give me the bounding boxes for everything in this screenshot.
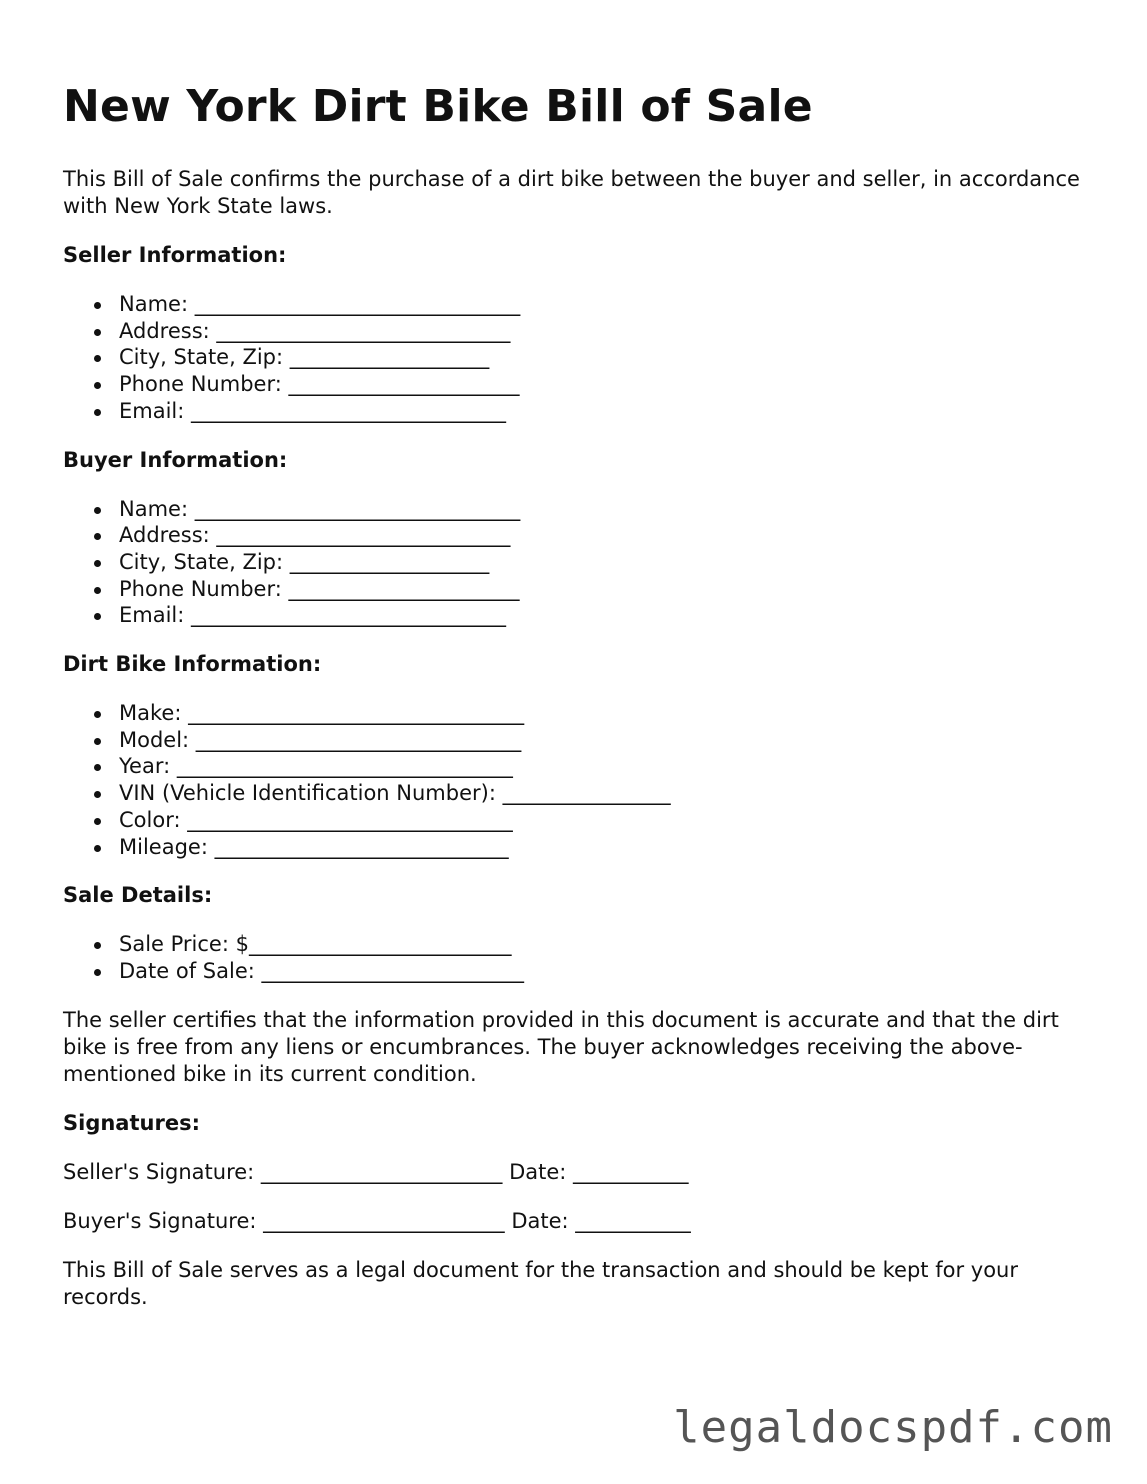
document-page	[63, 78, 1093, 1333]
bike-heading: Dirt Bike Information:	[63, 652, 322, 677]
sale-price-field: Sale Price: $_________________________	[119, 931, 1093, 958]
buyer-list	[63, 496, 1093, 630]
bike-mileage-field: Mileage: ____________________________	[119, 834, 1093, 861]
sale-heading: Sale Details:	[63, 883, 213, 908]
bike-year-field: Year: ________________________________	[119, 753, 1093, 780]
sale-list	[63, 931, 1093, 984]
closing-paragraph: This Bill of Sale serves as a legal document for the transaction and should be kept for your records.	[63, 1257, 1018, 1309]
bike-vin-field: VIN (Vehicle Identification Number): ________________	[119, 780, 1093, 807]
buyer-phone-field: Phone Number: ______________________	[119, 576, 1093, 603]
buyer-email-field: Email: ______________________________	[119, 602, 1093, 629]
seller-city-field: City, State, Zip: ___________________	[119, 344, 1093, 371]
seller-heading: Seller Information:	[63, 243, 287, 267]
bike-make-field: Make: ________________________________	[119, 700, 1093, 727]
sale-date-field: Date of Sale: _________________________	[119, 958, 1093, 985]
seller-name-field: Name: _______________________________	[119, 291, 1093, 318]
buyer-signature-line: Buyer's Signature: _______________________ Date: ___________	[63, 1208, 691, 1233]
page-title: New York Dirt Bike Bill of Sale	[63, 81, 813, 132]
watermark: legaldocspdf.com	[673, 1402, 1113, 1453]
intro-paragraph: This Bill of Sale confirms the purchase of a dirt bike between the buyer and seller, in accordance with New York State laws.	[63, 167, 1080, 218]
seller-phone-field: Phone Number: ______________________	[119, 371, 1093, 398]
bike-list	[63, 700, 1093, 860]
buyer-address-field: Address: ____________________________	[119, 522, 1093, 549]
seller-signature-line: Seller's Signature: _______________________ Date: ___________	[63, 1159, 689, 1184]
seller-email-field: Email: ______________________________	[119, 398, 1093, 425]
bike-model-field: Model: _______________________________	[119, 727, 1093, 754]
bike-color-field: Color: _______________________________	[119, 807, 1093, 834]
buyer-city-field: City, State, Zip: ___________________	[119, 549, 1093, 576]
buyer-name-field: Name: _______________________________	[119, 496, 1093, 523]
certification-paragraph: The seller certifies that the information provided in this document is accurate and that the dirt bike is free from any liens or encumbrances. The buyer acknowledges receiving the above-mentioned bike in its current condition.	[63, 1007, 1059, 1086]
signatures-heading: Signatures:	[63, 1110, 200, 1135]
seller-list	[63, 291, 1093, 425]
buyer-heading: Buyer Information:	[63, 447, 288, 472]
seller-address-field: Address: ____________________________	[119, 318, 1093, 345]
